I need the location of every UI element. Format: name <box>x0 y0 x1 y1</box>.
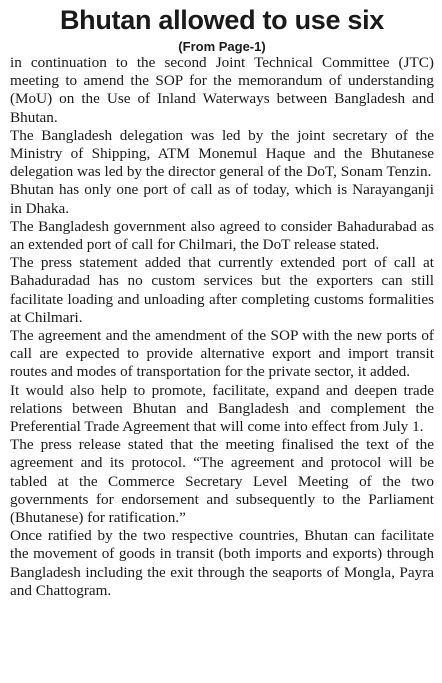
article-body <box>10 54 434 600</box>
paragraph: It would also help to promote, facilitate, expand and deepen trade relations between Bhutan and Bangladesh and complement the Preferential Trade Agreement that will come into effect from July 1. <box>10 381 434 436</box>
paragraph: Once ratified by the two respective countries, Bhutan can facilitate the movement of goods in transit (both imports and exports) through Bangladesh including the exit through the seaports of Mongla, Payra and Chattogram. <box>10 527 434 599</box>
paragraph: The agreement and the amendment of the SOP with the new ports of call are expected to provide alternative export and import transit routes and modes of transportation for the private sector, it added. <box>10 327 434 381</box>
paragraph: Bhutan has only one port of call as of today, which is Narayanganji in Dhaka. <box>10 181 434 217</box>
paragraph: The press statement added that currently extended port of call at Bahaduradad has no custom services but the exporters can still facilitate loading and unloading after completing customs formalities at Chilmari. <box>10 254 434 326</box>
paragraph: The Bangladesh delegation was led by the joint secretary of the Ministry of Shipping, ATM Monemul Haque and the Bhutanese delegation was led by the director general of the DoT, Sonam Tenzin. <box>10 126 434 181</box>
jump-line: (From Page-1) <box>178 39 266 54</box>
paragraph: The Bangladesh government also agreed to consider Bahadurabad as an extended port of call for Chilmari, the DoT release stated. <box>10 217 434 254</box>
paragraph: in continuation to the second Joint Technical Committee (JTC) meeting to amend the SOP for the memorandum of understanding (MoU) on the Use of Inland Waterways between Bangladesh and Bhutan. <box>10 54 434 126</box>
headline: Bhutan allowed to use six <box>59 5 385 35</box>
paragraph: The press release stated that the meeting finalised the text of the agreement and its protocol. “The agreement and protocol will be tabled at the Commerce Secretary Level Meeting of the two governments for endorsement and subsequently to the Parliament (Bhutanese) for ratification.” <box>10 436 434 527</box>
